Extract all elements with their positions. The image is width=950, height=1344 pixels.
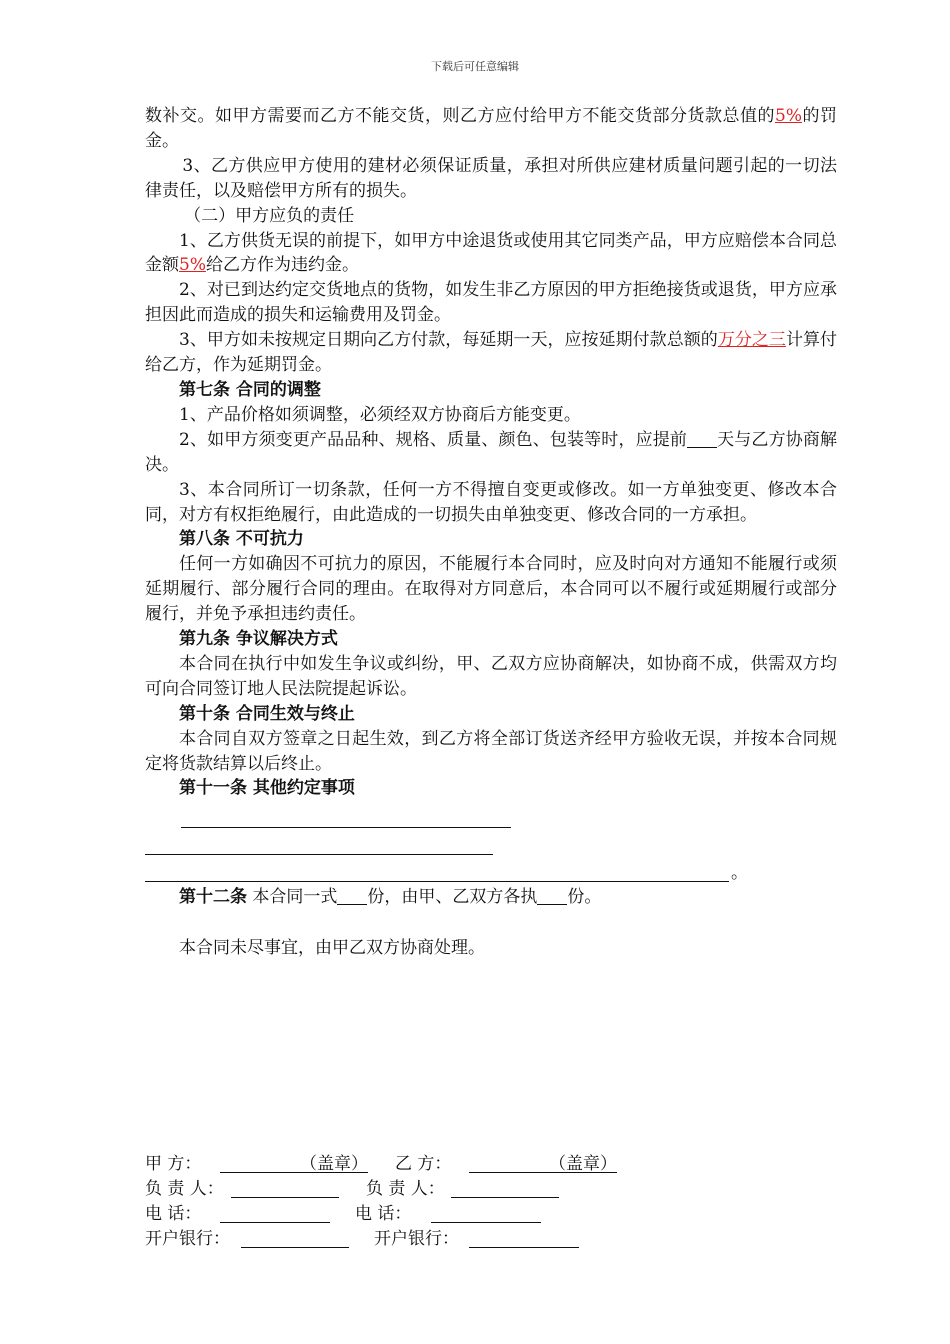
blank-line[interactable] bbox=[181, 803, 511, 828]
party-a-seal-field[interactable]: （盖章） bbox=[220, 1152, 368, 1173]
blank-field[interactable] bbox=[337, 886, 367, 905]
article-heading: 第七条 合同的调整 bbox=[179, 379, 321, 400]
page-header: 下载后可任意编辑 bbox=[431, 60, 519, 73]
paragraph: 任何一方如确因不可抗力的原因，不能履行本合同时，应及时向对方通知不能履行或须延期履行、部分履行合同的理由。在取得对方同意后，本合同可以不履行或延期履行或部分履行，并免予承担违约责任。 bbox=[145, 554, 837, 625]
article-heading: 第十一条 其他约定事项 bbox=[179, 778, 355, 799]
contract-body: 数补交。如甲方需要而乙方不能交货，则乙方应付给甲方不能交货部分货款总值的5%的罚金。 3、乙方供应甲方使用的建材必须保证质量，承担对所供应建材质量问题引起的一切法律责任，以及赔偿甲方所有的损失。 （二）甲方应负的责任 1、乙方供货无误的前提下，如甲方中途退货或使用其它同类产品，甲方应赔偿本合同总金额5%给乙方作为违约金。 2、对已到达约定交货地点的货物，如发生非乙方原因的甲方拒绝接货或退货，甲方应承担因此而造成的损失和运输费用及罚金。 3、甲方如未按规定日期向乙方付款，每延期一天，应按延期付款总额的万分之三计算付给乙方，作为延期罚金。 第七条 合同的调整 1、产品价格如须调整，必须经双方协商后方能变更。 2、如甲方须变更产品品种、规格、质量、颜色、包装等时，应提前 天与乙方协商解决。 3、本合同所订一切条款，任何一方不得擅自变更或修改。如一方单独变更、修改本合同，对方有权拒绝履行，由此造成的一切损失由单独变更、修改合同的一方承担。 第八条 不可抗力 任何一方如确因不可抗力的原因，不能履行本合同时，应及时向对方通知不能履行或须延期履行、部分履行合同的理由。在取得对方同意后，本合同可以不履行或延期履行或部分履行，并免予承担违约责任。 第九条 争议解决方式 本合同在执行中如发生争议或纠纷，甲、乙双方应协商解决，如协商不成，供需双方均可向合同签订地人民法院提起诉讼。 第十条 合同生效与终止 本合同自双方签章之日起生效，到乙方将全部订货送齐经甲方验收无误，并按本合同规定将货款结算以后终止。 第十一条 其他约定事项 。 第十二条 本合同一式 份，由甲、乙双方各执 份。 本合同未尽事宜，由甲乙双方协商处理。 bbox=[145, 104, 837, 961]
party-b-phone-label: 电 话： bbox=[355, 1203, 412, 1224]
party-a-responsible-field[interactable] bbox=[231, 1177, 339, 1198]
blank-line[interactable] bbox=[145, 830, 493, 855]
party-b-phone-field[interactable] bbox=[431, 1202, 541, 1223]
paragraph: 本合同未尽事宜，由甲乙双方协商处理。 bbox=[179, 938, 485, 959]
paragraph: 数补交。如甲方需要而乙方不能交货，则乙方应付给甲方不能交货部分货款总值的5%的罚金。 bbox=[145, 106, 838, 151]
blank-field[interactable] bbox=[687, 429, 717, 448]
paragraph: 3、本合同所订一切条款，任何一方不得擅自变更或修改。如一方单独变更、修改本合同，对方有权拒绝履行，由此造成的一切损失由单独变更、修改合同的一方承担。 bbox=[145, 479, 837, 525]
paragraph: 1、乙方供货无误的前提下，如甲方中途退货或使用其它同类产品，甲方应赔偿本合同总金额5%给乙方作为违约金。 bbox=[145, 230, 837, 276]
paragraph: 2、如甲方须变更产品品种、规格、质量、颜色、包装等时，应提前 天与乙方协商解决。 bbox=[145, 429, 837, 475]
party-b-seal-field[interactable]: （盖章） bbox=[469, 1152, 617, 1173]
blank-line[interactable] bbox=[145, 857, 729, 882]
blank-field[interactable] bbox=[537, 886, 567, 905]
article-heading: 第八条 不可抗力 bbox=[179, 529, 304, 550]
party-a-phone-label: 电 话： bbox=[145, 1203, 202, 1224]
article-heading: 第十条 合同生效与终止 bbox=[179, 703, 355, 724]
paragraph: 本合同在执行中如发生争议或纠纷，甲、乙双方应协商解决，如协商不成，供需双方均可向合同签订地人民法院提起诉讼。 bbox=[145, 653, 837, 699]
penalty-rate: 5% bbox=[775, 106, 802, 126]
article-heading: 第九条 争议解决方式 bbox=[179, 629, 338, 650]
party-b-responsible-label: 负 责 人： bbox=[366, 1178, 445, 1199]
paragraph: 本合同自双方签章之日起生效，到乙方将全部订货送齐经甲方验收无误，并按本合同规定将货款结算以后终止。 bbox=[145, 728, 837, 774]
paragraph: 3、甲方如未按规定日期向乙方付款，每延期一天，应按延期付款总额的万分之三计算付给乙方，作为延期罚金。 bbox=[145, 330, 837, 376]
party-b-bank-label: 开户银行： bbox=[374, 1228, 459, 1249]
penalty-rate: 5% bbox=[179, 255, 206, 276]
paragraph: 1、产品价格如须调整，必须经双方协商后方能变更。 bbox=[179, 404, 581, 425]
party-a-label: 甲 方： bbox=[145, 1154, 202, 1174]
party-b-responsible-field[interactable] bbox=[451, 1177, 559, 1198]
paragraph: 3、乙方供应甲方使用的建材必须保证质量，承担对所供应建材质量问题引起的一切法律责任，以及赔偿甲方所有的损失。 bbox=[145, 155, 837, 201]
subsection-heading: （二）甲方应负的责任 bbox=[184, 205, 355, 226]
party-a-bank-field[interactable] bbox=[241, 1227, 349, 1248]
party-a-phone-field[interactable] bbox=[220, 1202, 330, 1223]
paragraph: 第十二条 本合同一式 份，由甲、乙双方各执 份。 bbox=[179, 887, 602, 908]
party-a-bank-label: 开户银行： bbox=[145, 1228, 230, 1249]
paragraph: 2、对已到达约定交货地点的货物，如发生非乙方原因的甲方拒绝接货或退货，甲方应承担因此而造成的损失和运输费用及罚金。 bbox=[145, 280, 837, 326]
party-b-label: 乙 方： bbox=[395, 1154, 452, 1174]
article-heading: 第十二条 bbox=[179, 887, 247, 908]
party-a-responsible-label: 负 责 人： bbox=[145, 1178, 224, 1199]
signature-block bbox=[145, 1152, 837, 1252]
party-b-bank-field[interactable] bbox=[469, 1227, 579, 1248]
late-fee-rate: 万分之三 bbox=[717, 330, 786, 351]
